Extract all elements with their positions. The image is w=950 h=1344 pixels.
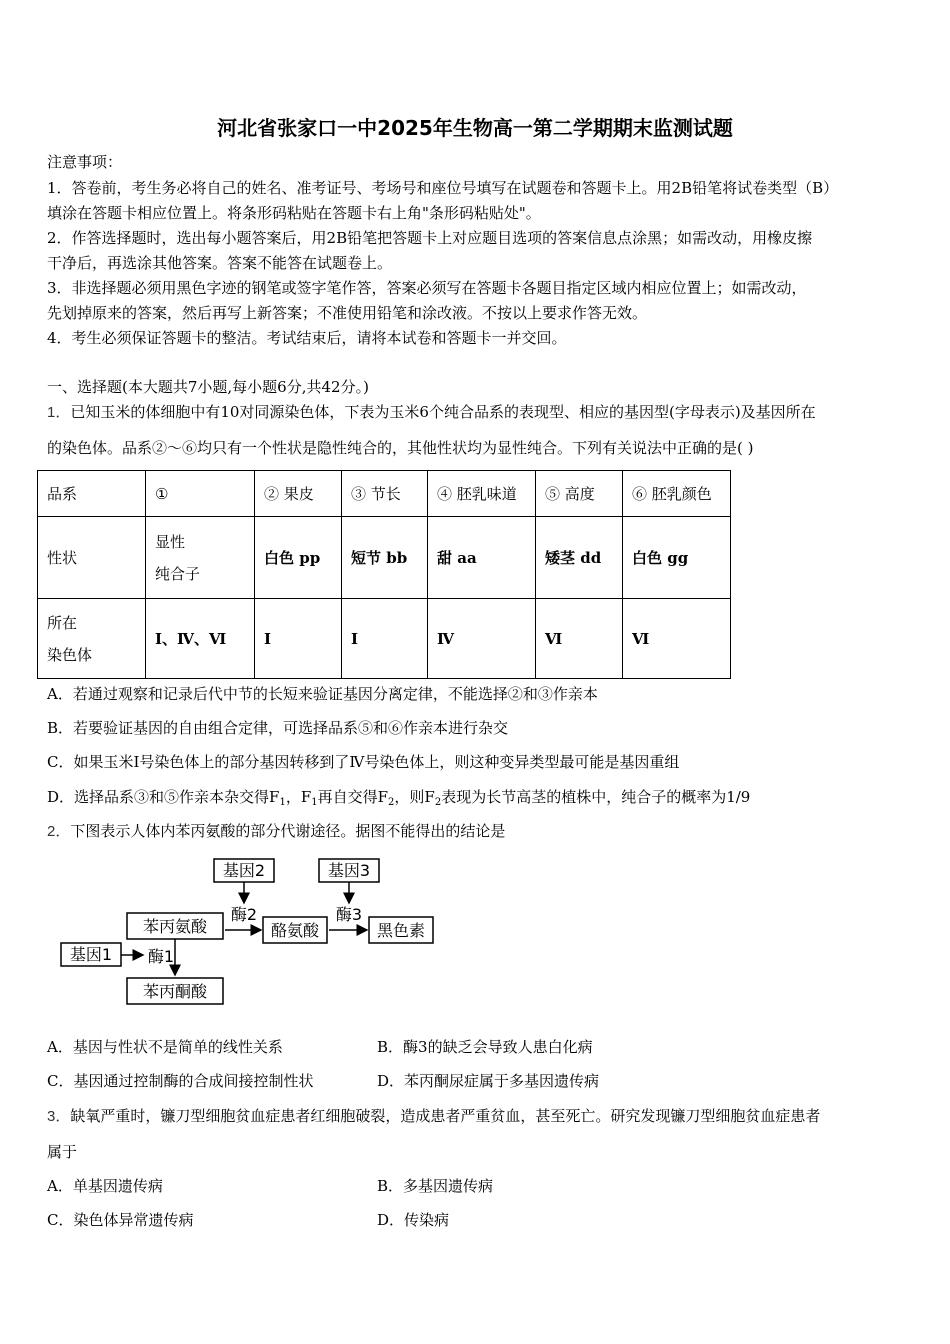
question-number: 2． bbox=[47, 823, 71, 840]
question-number: 3． bbox=[47, 1108, 71, 1125]
gene1-label: 基因1 bbox=[69, 945, 113, 964]
option-c: C．染色体异常遗传病 bbox=[47, 1211, 194, 1229]
table-cell: ④ 胚乳味道 bbox=[428, 471, 536, 517]
enzyme3-label: 酶3 bbox=[335, 905, 363, 924]
option-a: A．单基因遗传病 bbox=[47, 1177, 163, 1195]
table-cell: ⑤ 高度 bbox=[536, 471, 623, 517]
table-cell: ② 果皮 bbox=[255, 471, 342, 517]
metabolism-diagram bbox=[55, 855, 445, 1010]
table-cell: 矮茎 dd bbox=[536, 517, 623, 599]
question-3-stem: 3．缺氧严重时，镰刀型细胞贫血症患者红细胞破裂，造成患者严重贫血，甚至死亡。研究发现镰刀型细胞贫血症患者 bbox=[47, 1107, 821, 1125]
gene2-label: 基因2 bbox=[222, 861, 266, 880]
melanin-label: 黑色素 bbox=[376, 921, 426, 940]
section-heading: 一、选择题(本大题共7小题,每小题6分,共42分。) bbox=[47, 378, 369, 396]
option-a: A．基因与性状不是简单的线性关系 bbox=[47, 1038, 283, 1056]
enzyme1-label: 酶1 bbox=[147, 947, 175, 966]
option-a: A．若通过观察和记录后代中节的长短来验证基因分离定律，不能选择②和③作亲本 bbox=[47, 685, 598, 703]
tyr-label: 酪氨酸 bbox=[270, 921, 320, 940]
gene3-label: 基因3 bbox=[327, 861, 371, 880]
option-d: D．选择品系③和⑤作亲本杂交得$F_1$，$F_1$再自交得$F_2$，则$F_2$表现为长节高茎的植株中，纯合子的概率为1/9 bbox=[47, 788, 751, 808]
table-cell: 品系 bbox=[38, 471, 146, 517]
notice-line: 干净后，再选涂其他答案。答案不能答在试题卷上。 bbox=[47, 254, 393, 272]
notice-line: 填涂在答题卡相应位置上。将条形码粘贴在答题卡右上角"条形码粘贴处"。 bbox=[47, 204, 541, 222]
table-cell: 性状 bbox=[38, 517, 146, 599]
page-title: 河北省张家口一中2025年生物高一第二学期期末监测试题 bbox=[217, 116, 733, 140]
enzyme2-label: 酶2 bbox=[230, 905, 258, 924]
table-cell: 所在 染色体 bbox=[38, 599, 146, 679]
notice-line: 3．非选择题必须用黑色字迹的钢笔或签字笔作答，答案必须写在答题卡各题目指定区域内相应位置上；如需改动， bbox=[47, 279, 807, 297]
option-b: B．酶3的缺乏会导致人患白化病 bbox=[377, 1038, 593, 1056]
notice-line: 先划掉原来的答案，然后再写上新答案；不准使用铅笔和涂改液。不按以上要求作答无效。 bbox=[47, 304, 648, 322]
table-row bbox=[38, 517, 731, 599]
phe-label: 苯丙氨酸 bbox=[142, 917, 208, 936]
genotype-table bbox=[37, 470, 731, 679]
question-1-stem-cont: 的染色体。品系②～⑥均只有一个性状是隐性纯合的，其他性状均为显性纯合。下列有关说法中正确的是( ) bbox=[47, 439, 754, 457]
table-cell: ① bbox=[146, 471, 255, 517]
option-d: D．传染病 bbox=[377, 1211, 450, 1229]
notice-line: 1．答卷前，考生务必将自己的姓名、准考证号、考场号和座位号填写在试题卷和答题卡上。用2B铅笔将试卷类型（B） bbox=[47, 179, 839, 197]
table-row bbox=[38, 599, 731, 679]
option-b: B．多基因遗传病 bbox=[377, 1177, 494, 1195]
table-cell: 甜 aa bbox=[428, 517, 536, 599]
option-d: D．苯丙酮尿症属于多基因遗传病 bbox=[377, 1072, 600, 1090]
table-cell: Ⅰ、Ⅳ、Ⅵ bbox=[146, 599, 255, 679]
table-cell: Ⅵ bbox=[623, 599, 731, 679]
notice-line: 4．考生必须保证答题卡的整洁。考试结束后，请将本试卷和答题卡一并交回。 bbox=[47, 329, 567, 347]
table-cell: 白色 gg bbox=[623, 517, 731, 599]
table-row bbox=[38, 471, 731, 517]
ppa-label: 苯丙酮酸 bbox=[142, 982, 208, 1001]
question-3-stem-cont: 属于 bbox=[47, 1143, 78, 1161]
option-c: C．基因通过控制酶的合成间接控制性状 bbox=[47, 1072, 314, 1090]
table-cell: ③ 节长 bbox=[342, 471, 428, 517]
table-cell: Ⅵ bbox=[536, 599, 623, 679]
notice-heading: 注意事项： bbox=[47, 153, 123, 171]
question-number: 1． bbox=[47, 404, 71, 421]
table-cell: ⑥ 胚乳颜色 bbox=[623, 471, 731, 517]
table-cell: Ⅳ bbox=[428, 599, 536, 679]
option-b: B．若要验证基因的自由组合定律，可选择品系⑤和⑥作亲本进行杂交 bbox=[47, 719, 509, 737]
question-2-stem: 2．下图表示人体内苯丙氨酸的部分代谢途径。据图不能得出的结论是 bbox=[47, 822, 506, 840]
table-cell: 短节 bb bbox=[342, 517, 428, 599]
notice-line: 2．作答选择题时，选出每小题答案后，用2B铅笔把答题卡上对应题目选项的答案信息点涂黑；如需改动，用橡皮擦 bbox=[47, 229, 813, 247]
table-cell: Ⅰ bbox=[255, 599, 342, 679]
table-cell: Ⅰ bbox=[342, 599, 428, 679]
option-c: C．如果玉米Ⅰ号染色体上的部分基因转移到了Ⅳ号染色体上，则这种变异类型最可能是基因重组 bbox=[47, 753, 680, 771]
table-cell: 白色 pp bbox=[255, 517, 342, 599]
question-1-stem: 1．已知玉米的体细胞中有10对同源染色体，下表为玉米6个纯合品系的表现型、相应的基因型(字母表示)及基因所在 bbox=[47, 403, 816, 421]
table-cell: 显性 纯合子 bbox=[146, 517, 255, 599]
